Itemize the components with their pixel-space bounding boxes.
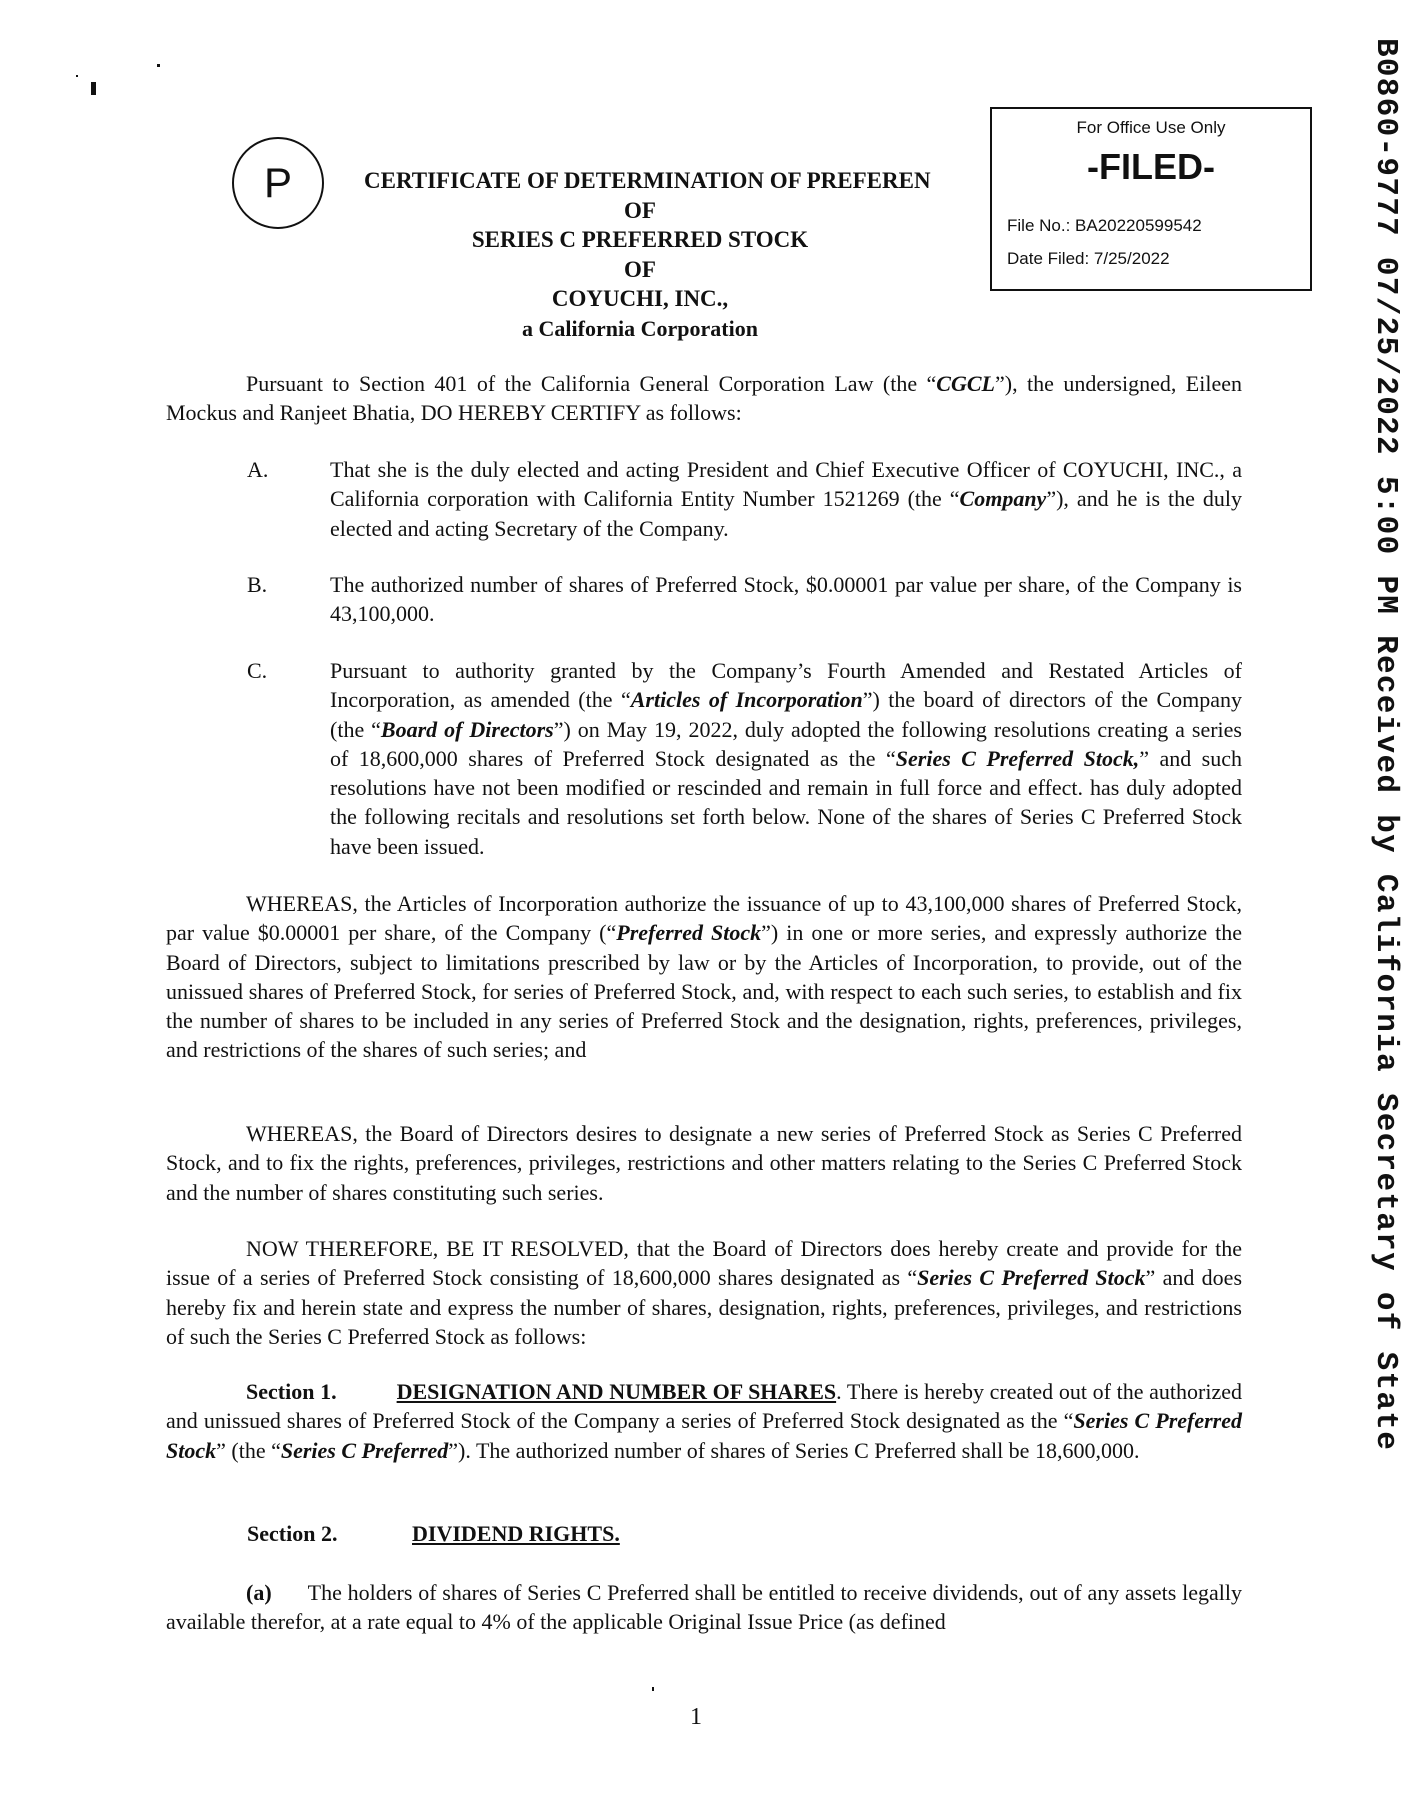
item-label: B.: [247, 572, 268, 597]
item-a: [166, 455, 1242, 543]
item-text: That she is the duly elected and acting President and Chief Executive Officer of COYUCHI, INC., a California corporation with California Entity Number 1521269 (the “: [330, 457, 1242, 512]
item-body: The authorized number of shares of Preferred Stock, $0.00001 par value per share, of the Company is 43,100,000.: [330, 572, 1242, 627]
scan-speck: [652, 1687, 654, 1691]
date-filed: Date Filed: 7/25/2022: [1007, 249, 1170, 268]
paragraph-a-text: The holders of shares of Series C Preferred shall be entitled to receive dividends, out of any assets legally available therefor, at a rate equal to 4% of the applicable Original Issue Price (as defined: [166, 1580, 1242, 1635]
receipt-stamp: B0860-9777 07/25/2022 5:00 PM Received by California Secretary of State: [1368, 38, 1403, 1452]
whereas-paragraph-1: [166, 889, 1242, 1065]
intro-text: ”), the undersigned, Eileen Mockus and Ranjeet Bhatia, DO HEREBY CERTIFY as follows:: [166, 371, 1242, 426]
scan-speck: [157, 64, 160, 67]
section-2-label: Section 2.: [247, 1521, 338, 1546]
item-body: [330, 455, 1242, 543]
section-text: . There is hereby created out of the authorized and unissued shares of Preferred Stock of the Company a series of Preferred Stock designated as the “: [166, 1379, 1242, 1434]
term-series-c-stock: Series C Preferred Stock: [917, 1265, 1146, 1291]
filed-status: -FILED-: [1087, 146, 1215, 187]
p-stamp: P: [232, 137, 324, 229]
resolved-text: ” and does hereby fix and herein state and express the number of shares, designation, rights, preferences, privileges, and restrictions of such the Series C Preferred Stock as follows:: [166, 1265, 1243, 1349]
item-text: ” and such resolutions have not been modified or rescinded and remain in full force and effect. has duly adopted the following recitals and resolutions set forth below. None of the shares of Series C Preferred Stock have been issued.: [330, 745, 1243, 859]
office-use-header: For Office Use Only: [1076, 118, 1226, 137]
section-1-paragraph: [166, 1377, 1242, 1465]
page-number: 1: [690, 1704, 702, 1730]
term-cgcl: CGCL: [936, 371, 995, 396]
title-line: CERTIFICATE OF DETERMINATION OF PREFEREN: [364, 168, 931, 193]
section-1-title: DESIGNATION AND NUMBER OF SHARES: [396, 1379, 837, 1404]
document-title: [340, 166, 940, 343]
item-c: [166, 656, 1242, 861]
office-use-box: [990, 107, 1312, 291]
item-text: ”) the board of directors of the Company (the “: [330, 687, 1243, 742]
item-text: ”), and he is the duly elected and acting Secretary of the Company.: [330, 486, 1242, 541]
title-line: SERIES C PREFERRED STOCK: [471, 227, 809, 252]
whereas-text: ”) in one or more series, and expressly authorize the Board of Directors, subject to limitations prescribed by law or by the Articles of Incorporation, to provide, out of the unissued shares of Preferred Stock, for series of Preferred Stock, and, with respect to each such series, to establish and fix the number of shares to be included in any series of Preferred Stock and the designation, rights, preferences, privileges, and restrictions of the shares of such series; and: [166, 920, 1243, 1063]
title-line: OF: [624, 197, 656, 223]
scan-speck: [91, 82, 96, 95]
item-body: [330, 656, 1242, 861]
term-company: Company: [959, 486, 1047, 512]
section-1-label: Section 1.: [246, 1379, 337, 1404]
intro-text: Pursuant to Section 401 of the California General Corporation Law (the “: [246, 371, 937, 396]
title-line: OF: [624, 256, 656, 282]
paragraph-a-label: (a): [246, 1580, 272, 1605]
term-preferred-stock: Preferred Stock: [616, 920, 762, 946]
section-text: ” (the “: [216, 1437, 281, 1463]
term-series-c-preferred: Series C Preferred: [280, 1437, 449, 1463]
scan-speck: [76, 75, 78, 77]
term-articles: Articles of Incorporation: [630, 687, 863, 713]
term-series-c-stock: Series C Preferred Stock: [166, 1408, 1242, 1463]
item-text: ”) on May 19, 2022, duly adopted the following resolutions creating a series of 18,600,000 shares of Preferred Stock designated as the “: [330, 716, 1242, 771]
intro-paragraph: [166, 369, 1242, 428]
whereas-text: WHEREAS, the Articles of Incorporation authorize the issuance of up to 43,100,000 shares of Preferred Stock, par value $0.00001 per share, of the Company (“: [166, 891, 1242, 946]
term-board: Board of Directors: [380, 716, 554, 742]
title-line: a California Corporation: [522, 315, 758, 341]
resolved-text: NOW THEREFORE, BE IT RESOLVED, that the Board of Directors does hereby create and provide for the issue of a series of Preferred Stock consisting of 18,600,000 shares designated as “: [166, 1236, 1242, 1291]
item-label: A.: [247, 457, 269, 482]
section-2-title: DIVIDEND RIGHTS.: [412, 1521, 620, 1546]
whereas-paragraph-2: WHEREAS, the Board of Directors desires to designate a new series of Preferred Stock as Series C Preferred Stock, and to fix the rights, preferences, privileges, restrictions and other matters relating to the Series C Preferred Stock and the number of shares constituting such series.: [166, 1121, 1242, 1205]
title-line: COYUCHI, INC.,: [551, 286, 729, 311]
section-text: ”). The authorized number of shares of Series C Preferred shall be 18,600,000.: [448, 1437, 1140, 1463]
term-series-c: Series C Preferred Stock,: [895, 745, 1140, 771]
item-label: C.: [247, 658, 268, 683]
resolved-paragraph: [166, 1234, 1242, 1351]
paragraph-a: [166, 1578, 1242, 1637]
item-text: Pursuant to authority granted by the Company’s Fourth Amended and Restated Articles of Incorporation, as amended (the “: [330, 658, 1242, 713]
item-b: [166, 570, 1242, 629]
file-number: File No.: BA20220599542: [1007, 216, 1202, 235]
